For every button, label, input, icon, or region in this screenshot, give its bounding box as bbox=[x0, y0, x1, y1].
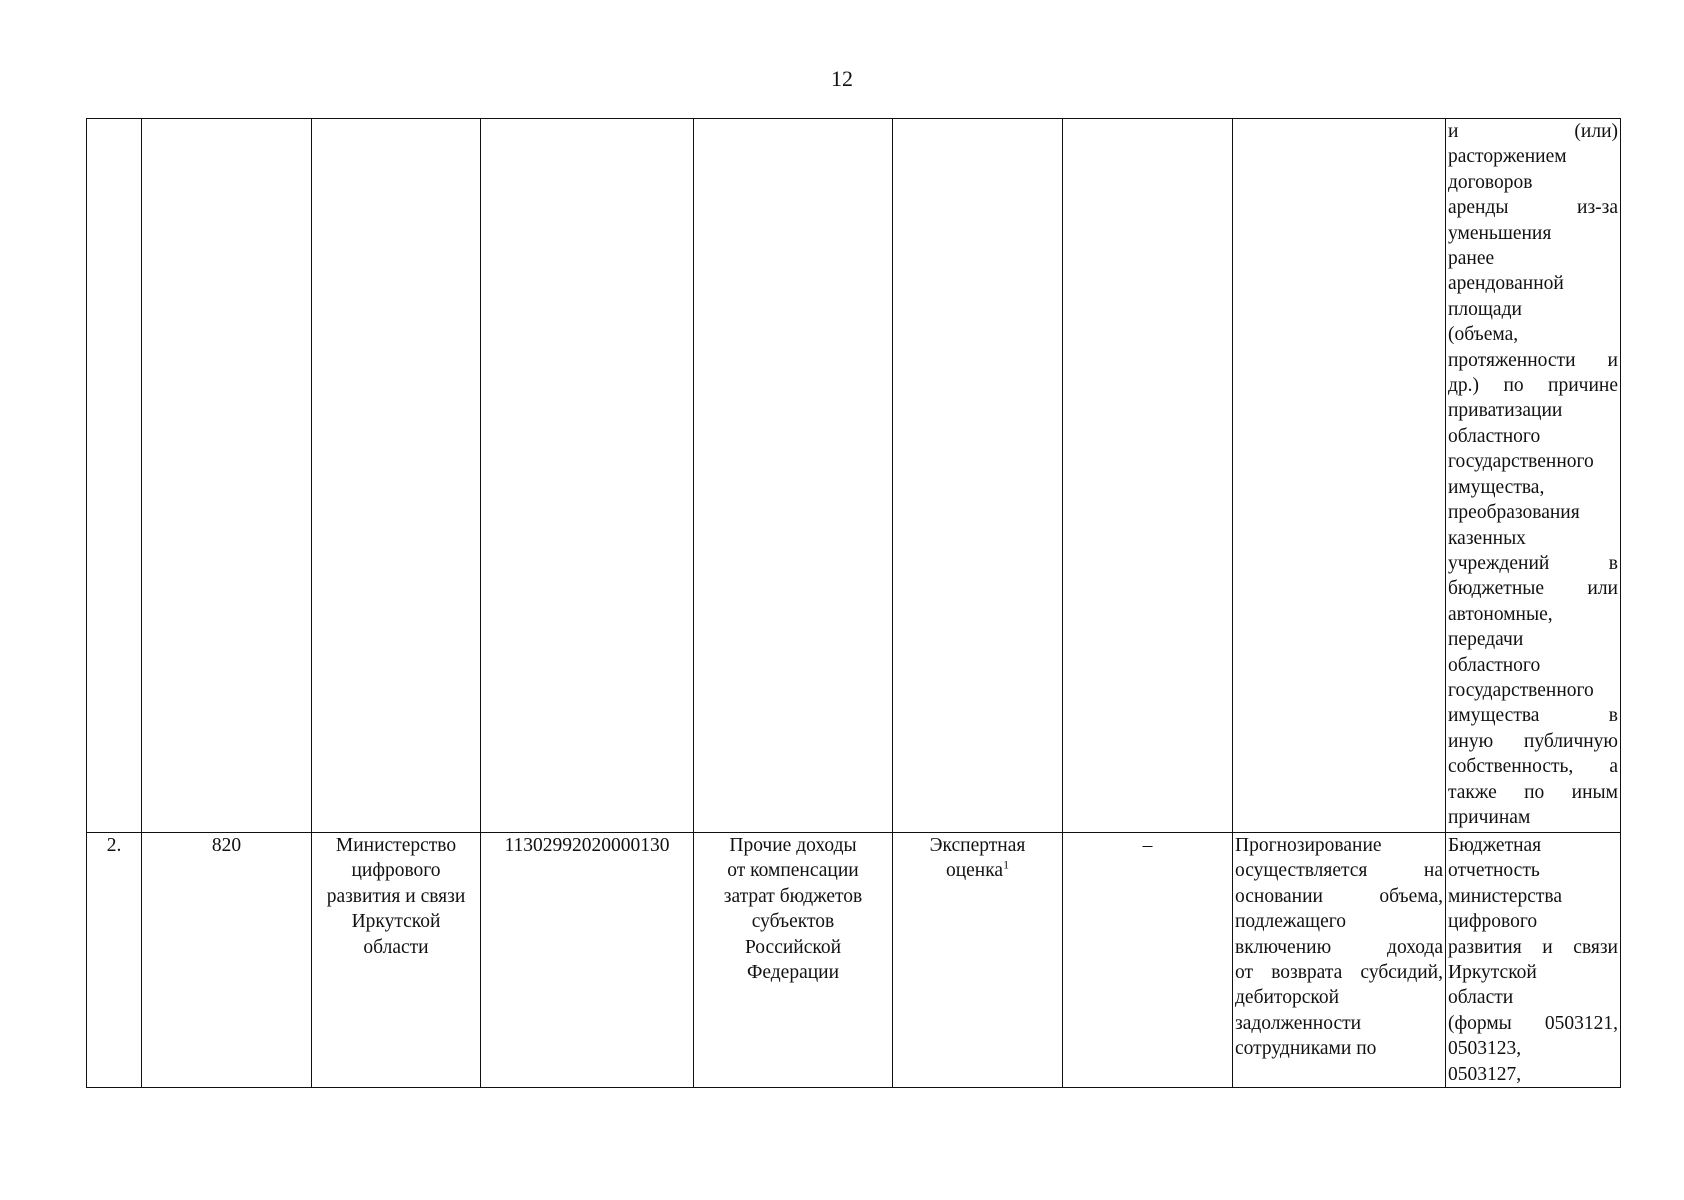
table-row-continuation bbox=[87, 119, 1621, 833]
source-line: цифрового bbox=[1448, 911, 1538, 933]
note-line: аренды из-за bbox=[1448, 197, 1618, 219]
algorithm-line: от возврата субсидий, bbox=[1235, 962, 1443, 984]
cell-forecast-method bbox=[893, 833, 1063, 1088]
note-line: имущества, bbox=[1448, 476, 1545, 498]
note-line: протяженности и bbox=[1448, 349, 1618, 371]
source-line: области bbox=[1448, 987, 1514, 1009]
cell-kbk bbox=[481, 119, 694, 833]
cell-admin-code: 820 bbox=[142, 833, 312, 1088]
note-line: казенных bbox=[1448, 527, 1526, 549]
note-line: др.) по причине bbox=[1448, 375, 1618, 397]
cell-row-number: 2. bbox=[87, 833, 142, 1088]
cell-formula bbox=[1063, 119, 1233, 833]
source-line: (формы 0503121, bbox=[1448, 1012, 1618, 1034]
source-line: 0503123, bbox=[1448, 1038, 1522, 1060]
note-line: государственного bbox=[1448, 451, 1594, 473]
source-line: развития и связи bbox=[1448, 936, 1618, 958]
algorithm-line: Прогнозирование bbox=[1235, 835, 1382, 856]
cell-note-continuation bbox=[1446, 119, 1621, 833]
note-line: иную публичную bbox=[1448, 730, 1618, 752]
cell-code bbox=[142, 119, 312, 833]
cell-formula: – bbox=[1063, 833, 1233, 1088]
note-line: расторжением bbox=[1448, 146, 1567, 168]
source-line: Бюджетная bbox=[1448, 835, 1542, 856]
algorithm-lines bbox=[1235, 833, 1443, 1062]
note-line: площади bbox=[1448, 298, 1522, 320]
algorithm-line: осуществляется на bbox=[1235, 860, 1443, 882]
cell-algorithm bbox=[1233, 119, 1446, 833]
forecast-methods-table bbox=[86, 118, 1621, 1088]
forecast-method-text: Экспертная оценка bbox=[929, 835, 1026, 882]
note-line: автономные, bbox=[1448, 603, 1553, 625]
table-row bbox=[87, 833, 1621, 1088]
note-line: областного bbox=[1448, 654, 1541, 676]
note-line: бюджетные или bbox=[1448, 578, 1618, 600]
note-lines bbox=[1448, 119, 1618, 830]
algorithm-line: дебиторской bbox=[1235, 987, 1340, 1009]
note-line: государственного bbox=[1448, 679, 1594, 701]
note-line: договоров bbox=[1448, 171, 1533, 193]
cell-number bbox=[87, 119, 142, 833]
algorithm-line: основании объема, bbox=[1235, 885, 1443, 907]
note-line: преобразования bbox=[1448, 502, 1580, 524]
note-line: собственность, а bbox=[1448, 756, 1618, 778]
source-line: Иркутской bbox=[1448, 962, 1537, 984]
cell-method bbox=[893, 119, 1063, 833]
note-line: передачи bbox=[1448, 629, 1524, 651]
footnote-marker: 1 bbox=[1003, 857, 1010, 872]
source-line: отчетность bbox=[1448, 860, 1540, 882]
note-line: и (или) bbox=[1448, 121, 1618, 142]
algorithm-line: сотрудниками по bbox=[1235, 1038, 1377, 1060]
note-line: причинам bbox=[1448, 806, 1531, 828]
note-line: приватизации bbox=[1448, 400, 1563, 422]
note-line: уменьшения bbox=[1448, 222, 1552, 244]
source-line: министерства bbox=[1448, 885, 1563, 907]
note-line: областного bbox=[1448, 425, 1541, 447]
cell-data-source bbox=[1446, 833, 1621, 1088]
note-line: арендованной bbox=[1448, 273, 1564, 295]
note-line: также по иным bbox=[1448, 781, 1618, 803]
algorithm-line: включению дохода bbox=[1235, 936, 1443, 958]
note-line: имущества в bbox=[1448, 705, 1618, 727]
source-line: 0503127, bbox=[1448, 1063, 1522, 1085]
cell-administrator-name: Министерство цифрового развития и связи Иркутской области bbox=[312, 833, 481, 1088]
note-line: ранее bbox=[1448, 248, 1495, 270]
note-line: учреждений в bbox=[1448, 552, 1618, 574]
algorithm-line: задолженности bbox=[1235, 1012, 1362, 1034]
cell-revenue-name: Прочие доходы от компенсации затрат бюджетов субъектов Российской Федерации bbox=[694, 833, 893, 1088]
algorithm-line: подлежащего bbox=[1235, 911, 1346, 933]
cell-calculation-algorithm bbox=[1233, 833, 1446, 1088]
cell-revenue-name bbox=[694, 119, 893, 833]
note-line: (объема, bbox=[1448, 324, 1519, 346]
page-number: 12 bbox=[831, 66, 853, 91]
cell-kbk-code: 11302992020000130 bbox=[481, 833, 694, 1088]
source-lines bbox=[1448, 833, 1618, 1087]
cell-administrator bbox=[312, 119, 481, 833]
